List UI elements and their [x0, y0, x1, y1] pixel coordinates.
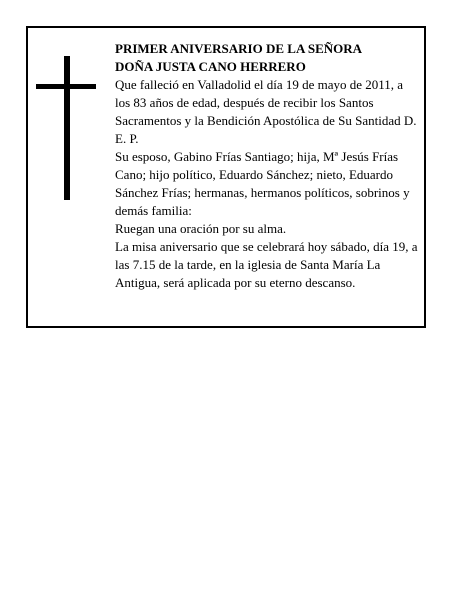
headline-anniversary: PRIMER ANIVERSARIO DE LA SEÑORA [115, 41, 363, 56]
cross-horizontal-bar [36, 84, 96, 89]
cross-vertical-bar [64, 56, 70, 200]
cross-icon [36, 56, 96, 200]
paragraph-mass: La misa aniversario que se celebrará hoy sábado, día 19, a las 7.15 de la tarde, en la iglesia de Santa María La Antigua, será aplicada por su eterno descanso. [115, 239, 418, 290]
obituary-notice [26, 26, 426, 328]
paragraph-prayer: Ruegan una oración por su alma. [115, 221, 287, 236]
headline-name: DOÑA JUSTA CANO HERRERO [115, 59, 306, 74]
paragraph-family: Su esposo, Gabino Frías Santiago; hija, Mª Jesús Frías Cano; hijo político, Eduardo Sánchez; nieto, Eduardo Sánchez Frías; hermanas, hermanos políticos, sobrinos y demás familia: [115, 149, 410, 218]
paragraph-death: Que falleció en Valladolid el día 19 de mayo de 2011, a los 83 años de edad, después de recibir los Santos Sacramentos y la Bendición Apostólica de Su Santidad D. E. P. [115, 77, 417, 146]
notice-text [115, 40, 421, 292]
